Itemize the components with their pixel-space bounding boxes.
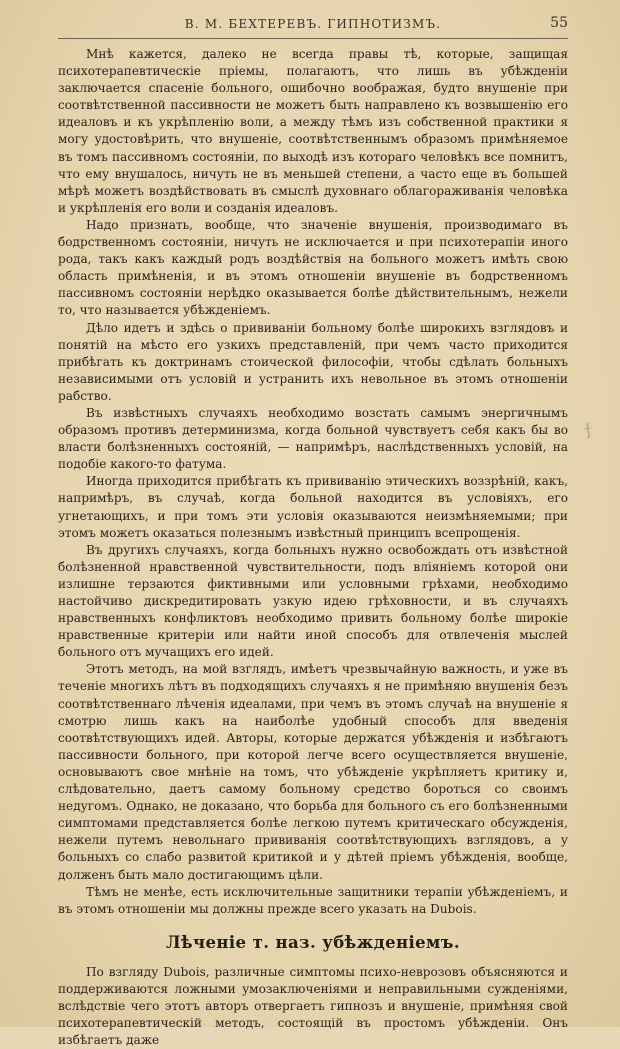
body-text [58, 46, 568, 1049]
paragraph: Мнѣ кажется, далеко не всегда правы тѣ, которые, защищая психотерапевтическіе пріемы, полагаютъ, что лишь въ убѣжденіи заключается спасеніе больного, ошибочно воображая, будто внушеніе при соотвѣтственной пассивности не можетъ быть направлено къ возвышенію его идеаловъ и къ укрѣпленію воли, а между тѣмъ изъ собственной практики я могу удостовѣрить, что внушеніе, соотвѣтственнымъ образомъ примѣняемое въ томъ пассивномъ состояніи, по выходѣ изъ котораго человѣкъ все помнитъ, что ему внушалось, ничуть не въ меньшей степени, а часто еще въ большей мѣрѣ можетъ воздѣйствовать въ смыслѣ духовнаго облагораживанія человѣка и укрѣпленія его воли и созданія идеаловъ. [58, 47, 568, 215]
paragraph: Дѣло идетъ и здѣсь о прививаніи больному болѣе широкихъ взглядовъ и понятій на мѣсто его узкихъ представленій, при чемъ часто приходится прибѣгать къ доктринамъ стоической философіи, чтобы сдѣлать больныхъ независимыми отъ условій и устранить ихъ невольное въ этомъ отношеніи рабство. [58, 320, 568, 403]
page-number: 55 [550, 15, 568, 31]
margin-annotation: ϯ [582, 418, 595, 445]
paragraph: Иногда приходится прибѣгать къ прививанію этическихъ воззрѣній, какъ, напримѣръ, въ случаѣ, когда больной находится въ условіяхъ, его угнетающихъ, и при томъ эти условія оказываются неизмѣняемыми; при этомъ можетъ оказаться полезнымъ извѣстный принципъ всепрощенія. [58, 474, 568, 540]
running-head: В. М. БЕХТЕРЕВЪ. ГИПНОТИЗМЪ. [184, 17, 442, 31]
paragraph: Этотъ методъ, на мой взглядъ, имѣетъ чрезвычайную важность, и уже въ теченіе многихъ лѣтъ въ подходящихъ случаяхъ я не примѣняю внушенія безъ соотвѣтственнаго лѣченія идеалами, при чемъ въ этомъ случаѣ на внушеніе я смотрю лишь какъ на наиболѣе удобный способъ для введенія соотвѣтствующихъ идей. Авторы, которые держатся убѣжденія и избѣгаютъ пассивности больного, при которой легче всего осуществляется внушеніе, основываютъ свое мнѣніе на томъ, что убѣжденіе укрѣпляетъ критику и, слѣдовательно, даетъ самому больному средство бороться со своимъ недугомъ. Однако, не доказано, что борьба для больного съ его болѣзненными симптомами представляется болѣе легкою путемъ критическаго обсужденія, нежели путемъ невольнаго прививанія соотвѣтствующихъ взглядовъ, а у больныхъ со слабо развитой критикой и у дѣтей пріемъ убѣжденія, вообще, долженъ быть мало достигающимъ цѣли. [58, 662, 568, 882]
page-header [58, 14, 568, 39]
section-title: Лѣченіе т. наз. убѣжденіемъ. [166, 932, 460, 952]
paragraph: Тѣмъ не менѣе, есть исключительные защитники терапіи убѣжденіемъ, и въ этомъ отношеніи мы должны прежде всего указать на Dubois. [58, 884, 568, 916]
paragraph: Въ другихъ случаяхъ, когда больныхъ нужно освобождать отъ извѣстной болѣзненной нравственной чувствительности, подъ вліяніемъ которой они излишне терзаются фиктивными или условными грѣхами, необходимо настойчиво дискредитировать узкую идею грѣховности, и въ случаяхъ нравственныхъ конфликтовъ необходимо привить больному болѣе широкіе нравственные критеріи или найти иной способъ для отвлеченія мыслей больного отъ мучащихъ его идей. [58, 542, 568, 660]
paragraph: Въ извѣстныхъ случаяхъ необходимо возстать самымъ энергичнымъ образомъ противъ детерминизма, когда больной чувствуетъ себя какъ бы во власти болѣзненныхъ состояній, — напримѣръ, наслѣдственныхъ условій, на подобіе какого-то фатума. [58, 405, 568, 472]
paragraph: По взгляду Dubois, различные симптомы психо-неврозовъ объясняются и поддерживаются ложными умозаключеніями и неправильными сужденіями, вслѣдствіе чего этотъ авторъ отвергаетъ гипнозъ и внушеніе, примѣняя свой психотерапевтическій методъ, состоящій въ простомъ убѣжденіи. Онъ избѣгаетъ даже [58, 964, 568, 1048]
paragraph: Надо признать, вообще, что значеніе внушенія, производимаго въ бодрственномъ состояніи, ничуть не исключается и при психотерапіи иного рода, такъ какъ каждый родъ воздѣйствія на больного можетъ имѣть свою область примѣненія, и въ этомъ отношеніи внушеніе въ бодрственномъ пассивномъ состояніи нерѣдко оказывается болѣе дѣйствительнымъ, нежели то, что называется убѣжденіемъ. [58, 217, 568, 318]
